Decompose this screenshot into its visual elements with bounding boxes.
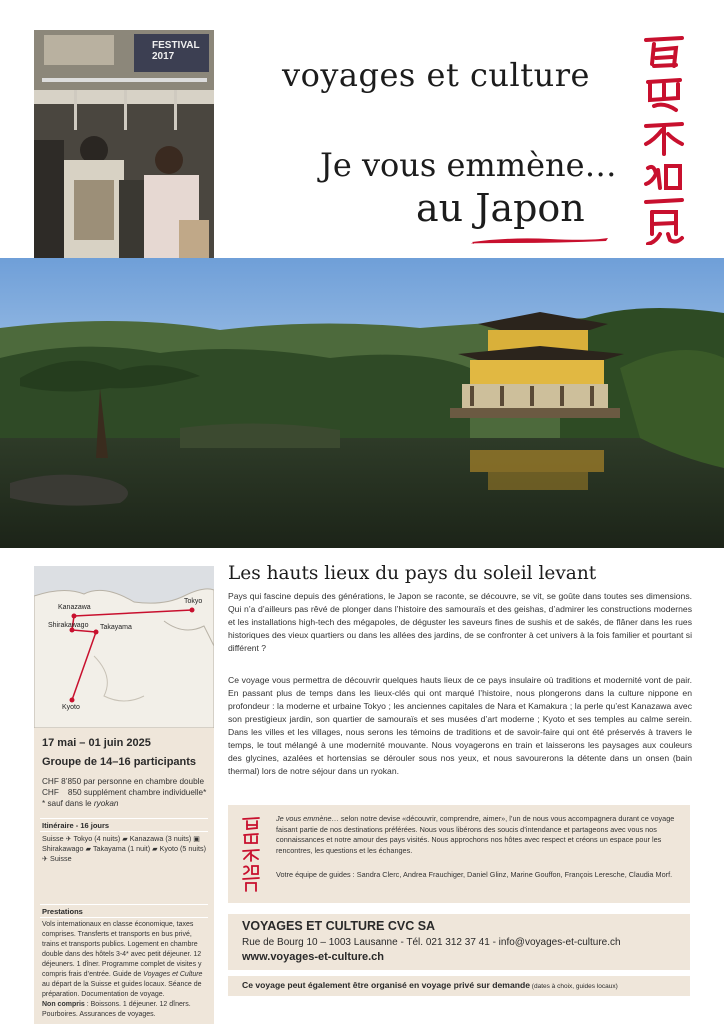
private-trip-text: Ce voyage peut également être organisé en voyage privé sur demande (dates à choix, guides locaux) — [242, 980, 618, 990]
price-note: * sauf dans le ryokan — [42, 799, 119, 808]
calligraphy-small — [241, 815, 261, 893]
itinerary-heading: Itinéraire - 16 jours — [42, 821, 110, 830]
contact-box — [228, 914, 690, 970]
private-trip-banner — [228, 976, 690, 996]
divider — [40, 818, 208, 819]
map-label-kanazawa: Kanazawa — [58, 604, 91, 611]
intro-paragraph: Pays qui fascine depuis des générations, le Japon se raconte, se découvre, se vit, se goûte dans toutes ses dimensions. Qui n’a d’ailleurs pas rêvé de plonger dans l’histoire des samouraïs et des geishas, d’admirer les constructions modernes et les installations high-tech des mégapoles, de déguster les saveurs fines de sushis et de sakés, de flâner dans les rues historiques des vieux quartiers ou dans les allées des jardins, de se confronter à cet univers à la fois familier et pourtant si différent ? — [228, 591, 692, 653]
price-double: CHF 8’850 par personne en chambre double — [42, 777, 205, 786]
sidebar-info-panel — [34, 566, 214, 1024]
contact-address: Rue de Bourg 10 – 1003 Lausanne - Tél. 021 312 37 41 - info@voyages-et-culture.ch — [242, 937, 621, 948]
prestations-heading: Prestations — [42, 907, 83, 916]
details-paragraph: Ce voyage vous permettra de découvrir quelques hauts lieux de ce pays insulaire où traditions et modernité vont de pair. En passant plus de temps dans les lieux-clés qui ont marqué l’histoire, nous plongerons dans la culture nippone en profondeur : la moderne et urbaine Tokyo ; les anciennes capitales de Nara et Kamakura ; la perle qu’est Kanazawa avec son prestigieux jardin, son quartier de samouraïs et ses musées d’art moderne ; Kyoto et ses temples au calme serein. Dans les villes et les villages, nous serons les témoins de traditions et de savoir-faire qui ont été préservés à travers le temps, le tout mélangé à une modernité mouvante. Nous voyagerons en train et laisserons les paysages aux couleurs des glycines, azalées et hortensias se dérouler sous nos yeux, et nous savourerons la détente dans un onsen (bain thermal) lors de notre séjour dans un ryokan. — [228, 675, 692, 776]
team-description: Je vous emmène… selon notre devise «découvrir, comprendre, aimer», l’un de nous vous accompagnera durant ce voyage faisant partie de nos destinations préférées. Nous vous libérons des soucis d’intendance et partageons avec vous nos connaissances et notre amour des pays visités. Nous approchons nos hôtes avec respect et créons un espace pour les rencontres, les questions et les échanges. — [276, 814, 675, 855]
car-icon: ▰ — [85, 844, 92, 853]
title-line-1: Je vous emmène… — [320, 146, 617, 184]
map-label-tokyo: Tokyo — [184, 598, 203, 605]
group-size: Groupe de 14–16 participants — [42, 756, 197, 768]
section-title: Les hauts lieux du pays du soleil levant — [228, 563, 597, 584]
car-icon: ▰ — [152, 844, 158, 853]
map-label-shirakawago: Shirakawago — [48, 622, 89, 629]
itinerary-list: Suisse ✈ Tokyo (4 nuits) ▰ Kanazawa (3 nuits) ▣ Shirakawago ▰ Takayama (1 nuit) ▰ Kyoto (5 nuits) ✈ Suisse — [42, 834, 206, 863]
red-brush-stroke — [470, 234, 610, 246]
bus-icon: ▣ — [193, 834, 201, 843]
website-link[interactable]: www.voyages-et-culture.ch — [242, 951, 385, 963]
train-photo — [34, 30, 214, 272]
trip-dates: 17 mai – 01 juin 2025 — [42, 737, 151, 749]
golden-pavilion-photo — [0, 258, 724, 548]
map-label-kyoto: Kyoto — [62, 704, 80, 711]
price-single-supplement: CHF 850 supplément chambre individuelle* — [42, 788, 207, 797]
brand-title: voyages et culture — [282, 56, 590, 94]
divider — [40, 904, 208, 905]
plane-icon: ✈ — [65, 834, 72, 843]
map-label-takayama: Takayama — [100, 624, 132, 631]
divider — [40, 917, 208, 918]
plane-icon: ✈ — [42, 854, 49, 863]
non-compris-text: Non compris : Boissons. 1 déjeuner. 12 dîners. Pourboires. Assurances de voyages. — [42, 1001, 191, 1018]
team-box — [228, 805, 690, 903]
prestations-text: Vols internationaux en classe économique, taxes comprises. Transferts et transports en bus privé, trains et transports publics. Logement en chambre double dans des hôtels 3-4* avec petit déjeuner. 12 déjeuners. 1 dîner. Programme complet de visites y compris frais d’entrée. Guide de Voyages et Culture au départ de la Suisse et guides locaux. Séance de préparation. Documentation de voyage. — [42, 921, 203, 998]
divider — [40, 831, 208, 832]
team-guides: Votre équipe de guides : Sandra Clerc, Andrea Frauchiger, Daniel Glinz, Marine Gouffon, François Leresche, Claudia Morf. — [276, 870, 673, 879]
title-line-2: au Japon — [416, 186, 585, 230]
car-icon: ▰ — [122, 834, 128, 843]
calligraphy-seal — [640, 30, 688, 245]
company-name: VOYAGES ET CULTURE CVC SA — [242, 919, 436, 933]
festival-banner: FESTIVAL 2017 — [152, 40, 200, 62]
route-map — [34, 566, 214, 728]
